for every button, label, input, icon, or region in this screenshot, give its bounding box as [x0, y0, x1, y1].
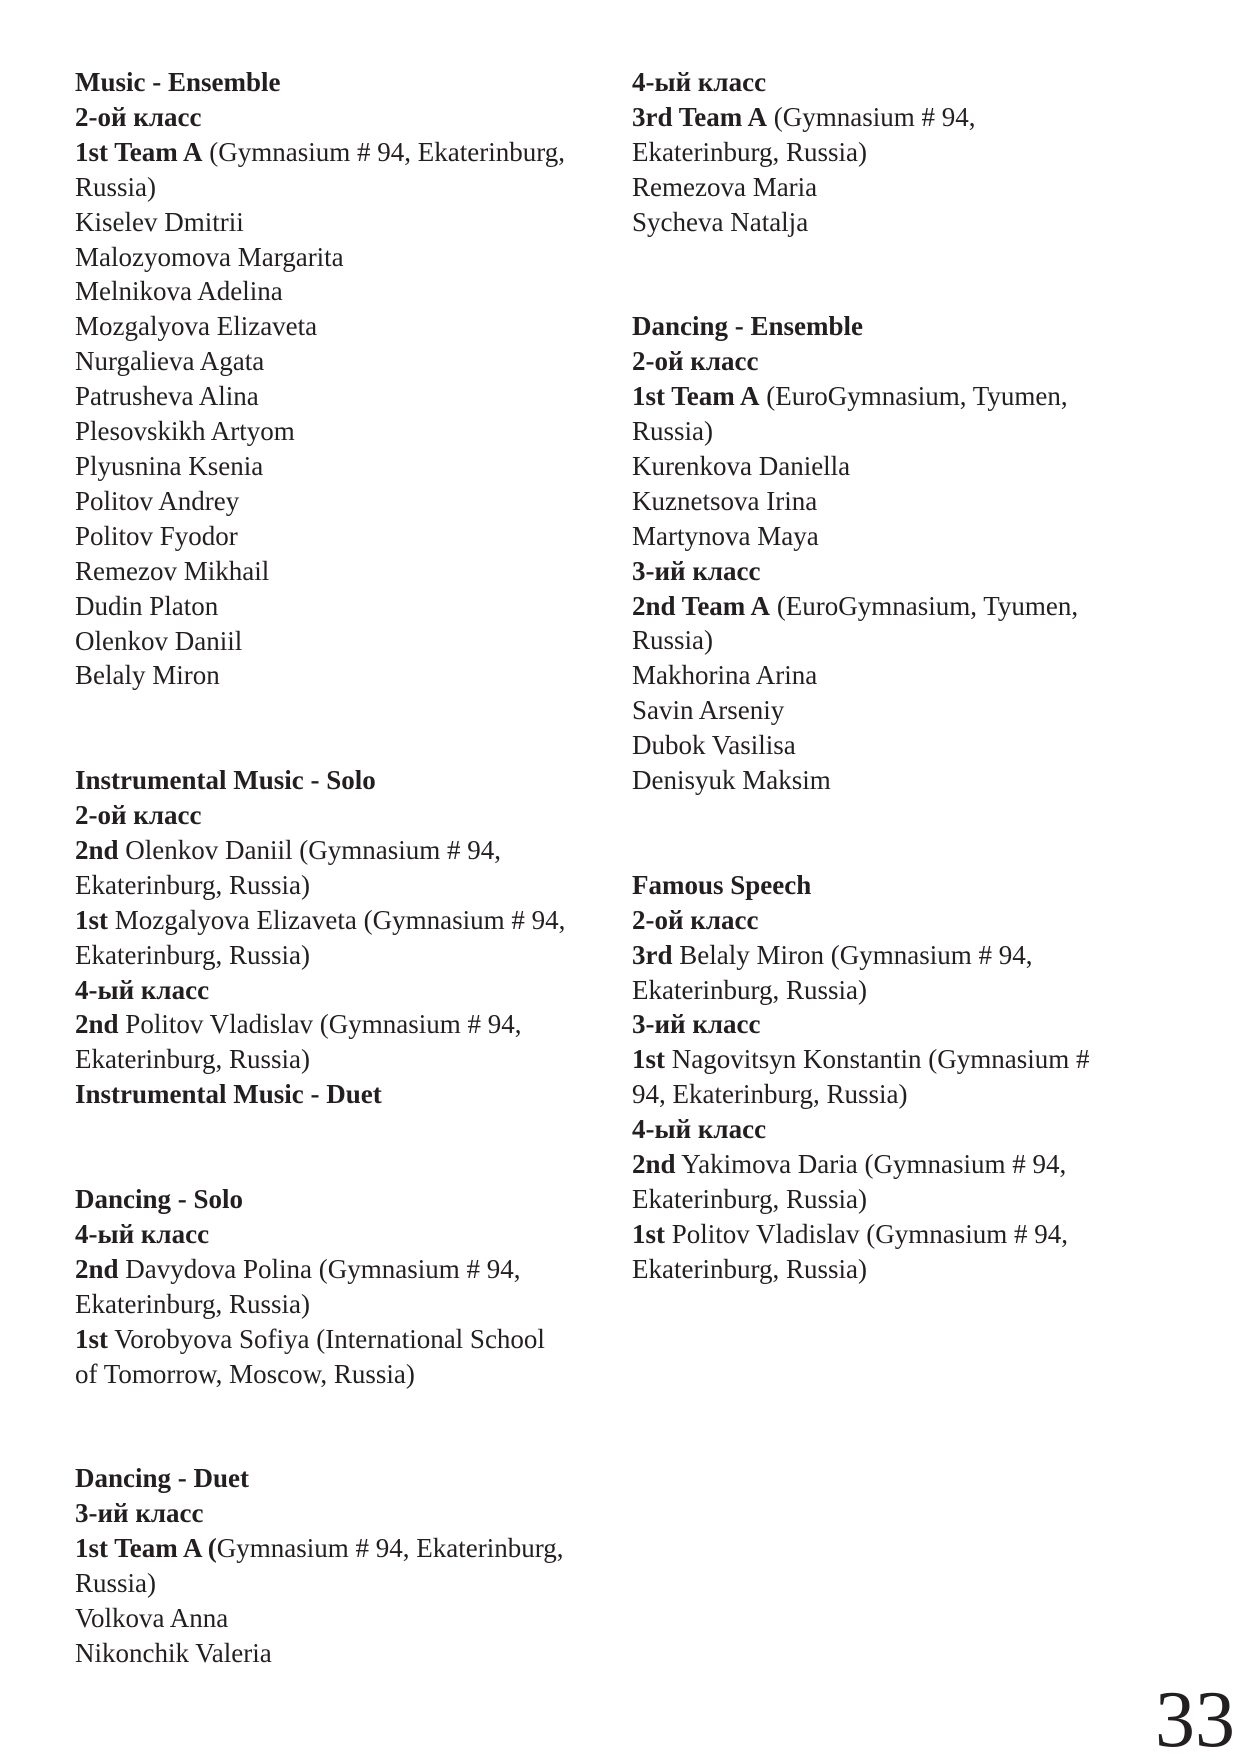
text-line — [632, 1182, 1152, 1217]
award-label: 1st Team A ( — [75, 1533, 217, 1564]
text-line — [632, 449, 1152, 484]
entry-text: Belaly Miron — [75, 660, 220, 691]
entry-text: Politov Fyodor — [75, 520, 238, 551]
entry-text: Russia) — [75, 1567, 156, 1598]
entry-text: Savin Arseniy — [632, 695, 785, 726]
text-line — [75, 624, 615, 659]
text-line — [75, 484, 615, 519]
text-line — [75, 1636, 615, 1671]
award-line — [75, 833, 615, 868]
text-line — [75, 554, 615, 589]
section-heading: Instrumental Music - Duet — [75, 1079, 382, 1110]
entry-text: Plesovskikh Artyom — [75, 416, 295, 447]
text-line — [75, 274, 615, 309]
entry-text: Makhorina Arina — [632, 660, 818, 691]
entry-text: (EuroGymnasium, Tyumen, — [770, 590, 1079, 621]
section-heading: 2-ой класс — [75, 101, 202, 132]
text-line — [75, 449, 615, 484]
entry-text: Dudin Platon — [75, 590, 219, 621]
entry-text: Martynova Maya — [632, 520, 819, 551]
entry-text: Kiselev Dmitrii — [75, 206, 244, 237]
text-line — [75, 1042, 615, 1077]
text-line — [75, 205, 615, 240]
award-label: 2nd — [75, 1009, 119, 1040]
award-label: 3rd Team A — [632, 101, 768, 132]
award-label: 2nd — [75, 834, 119, 865]
section-heading: Instrumental Music - Solo — [75, 765, 376, 796]
entry-text: (EuroGymnasium, Tyumen, — [759, 381, 1068, 412]
award-label: 2nd — [632, 1149, 676, 1180]
text-line — [75, 938, 615, 973]
section-heading: 2-ой класс — [75, 800, 202, 831]
section-heading: 2-ой класс — [632, 904, 759, 935]
entry-text: Malozyomova Margarita — [75, 241, 344, 272]
text-line — [632, 135, 1152, 170]
entry-text: (Gymnasium # 94, — [767, 101, 976, 132]
text-line — [75, 1357, 615, 1392]
section-spacer — [632, 240, 1152, 310]
entry-text: of Tomorrow, Moscow, Russia) — [75, 1358, 415, 1389]
entry-text: Dubok Vasilisa — [632, 730, 796, 761]
award-label: 1st — [632, 1044, 665, 1075]
text-line — [75, 868, 615, 903]
section-heading: 4-ый класс — [75, 1218, 210, 1249]
section-heading: 4-ый класс — [75, 974, 210, 1005]
award-label: 1st Team A — [632, 381, 760, 412]
award-line — [75, 1007, 615, 1042]
text-line — [75, 589, 615, 624]
award-line — [75, 903, 615, 938]
entry-text: Belaly Miron (Gymnasium # 94, — [672, 939, 1033, 970]
entry-text: Ekaterinburg, Russia) — [75, 939, 310, 970]
award-label: 1st — [75, 904, 108, 935]
entry-text: Mozgalyova Elizaveta (Gymnasium # 94, — [108, 904, 566, 935]
entry-text: Sycheva Natalja — [632, 206, 809, 237]
award-line — [632, 100, 1152, 135]
text-line — [75, 170, 615, 205]
entry-text: Melnikova Adelina — [75, 276, 283, 307]
section-spacer — [75, 1112, 615, 1182]
text-line — [632, 484, 1152, 519]
entry-text: Ekaterinburg, Russia) — [632, 1183, 867, 1214]
award-line — [632, 589, 1152, 624]
award-line — [632, 379, 1152, 414]
left-column — [75, 65, 615, 1671]
entry-text: Politov Andrey — [75, 485, 240, 516]
text-line — [75, 379, 615, 414]
section-spacer — [75, 693, 615, 763]
entry-text: Denisyuk Maksim — [632, 765, 831, 796]
entry-text: Olenkov Daniil — [75, 625, 243, 656]
section-heading: 3-ий класс — [75, 1498, 204, 1529]
award-line — [75, 1322, 615, 1357]
text-line — [632, 728, 1152, 763]
award-line — [75, 135, 615, 170]
text-line — [75, 309, 615, 344]
entry-text: Ekaterinburg, Russia) — [632, 136, 867, 167]
entry-text: Remezova Maria — [632, 171, 818, 202]
page-number: 33 — [1155, 1676, 1235, 1764]
text-line — [632, 519, 1152, 554]
award-line — [75, 1252, 615, 1287]
text-line — [75, 519, 615, 554]
award-line — [632, 1217, 1152, 1252]
award-line — [632, 1042, 1152, 1077]
text-line — [632, 658, 1152, 693]
text-line — [632, 205, 1152, 240]
text-line — [75, 240, 615, 275]
entry-text: Gymnasium # 94, Ekaterinburg, — [216, 1533, 564, 1564]
entry-text: Ekaterinburg, Russia) — [632, 974, 867, 1005]
entry-text: Mozgalyova Elizaveta — [75, 311, 318, 342]
entry-text: Nikonchik Valeria — [75, 1637, 272, 1668]
section-heading: 4-ый класс — [632, 1114, 767, 1145]
award-line — [632, 1147, 1152, 1182]
entry-text: Kuznetsova Irina — [632, 485, 818, 516]
section-heading: Famous Speech — [632, 869, 812, 900]
section-heading: Dancing - Solo — [75, 1183, 244, 1214]
entry-text: Russia) — [632, 625, 713, 656]
text-line — [632, 414, 1152, 449]
award-line — [632, 938, 1152, 973]
text-line — [75, 1566, 615, 1601]
text-line — [632, 973, 1152, 1008]
right-column — [632, 65, 1152, 1287]
entry-text: Davydova Polina (Gymnasium # 94, — [118, 1253, 521, 1284]
award-label: 2nd — [75, 1253, 119, 1284]
entry-text: Volkova Anna — [75, 1602, 229, 1633]
entry-text: Kurenkova Daniella — [632, 450, 851, 481]
section-heading: Music - Ensemble — [75, 67, 281, 97]
text-line — [75, 1601, 615, 1636]
entry-text: Nagovitsyn Konstantin (Gymnasium # — [665, 1044, 1090, 1075]
text-line — [632, 693, 1152, 728]
entry-text: 94, Ekaterinburg, Russia) — [632, 1079, 908, 1110]
text-line — [632, 1077, 1152, 1112]
award-label: 1st — [75, 1323, 108, 1354]
award-label: 1st — [632, 1218, 665, 1249]
entry-text: Olenkov Daniil (Gymnasium # 94, — [118, 834, 502, 865]
award-line — [75, 1531, 615, 1566]
entry-text: Ekaterinburg, Russia) — [75, 869, 310, 900]
text-line — [75, 344, 615, 379]
entry-text: Vorobyova Sofiya (International School — [108, 1323, 545, 1354]
text-line — [75, 414, 615, 449]
award-label: 3rd — [632, 939, 673, 970]
text-line — [75, 658, 615, 693]
section-spacer — [632, 798, 1152, 868]
text-line — [632, 763, 1152, 798]
entry-text: Russia) — [632, 416, 713, 447]
section-heading: 3-ий класс — [632, 555, 761, 586]
section-heading: Dancing - Ensemble — [632, 311, 864, 342]
entry-text: Patrusheva Alina — [75, 381, 259, 412]
entry-text: Remezov Mikhail — [75, 555, 270, 586]
text-line — [632, 623, 1152, 658]
section-heading: 4-ый класс — [632, 67, 767, 97]
section-spacer — [75, 1391, 615, 1461]
award-label: 1st Team A — [75, 136, 203, 167]
entry-text: Politov Vladislav (Gymnasium # 94, — [665, 1218, 1068, 1249]
entry-text: (Gymnasium # 94, Ekaterinburg, — [202, 136, 565, 167]
award-label: 2nd Team A — [632, 590, 771, 621]
entry-text: Ekaterinburg, Russia) — [75, 1044, 310, 1075]
entry-text: Ekaterinburg, Russia) — [75, 1288, 310, 1319]
section-heading: Dancing - Duet — [75, 1463, 249, 1494]
entry-text: Plyusnina Ksenia — [75, 450, 264, 481]
entry-text: Russia) — [75, 171, 156, 202]
entry-text: Yakimova Daria (Gymnasium # 94, — [675, 1149, 1067, 1180]
entry-text: Ekaterinburg, Russia) — [632, 1253, 867, 1284]
section-heading: 3-ий класс — [632, 1009, 761, 1040]
section-heading: 2-ой класс — [632, 346, 759, 377]
text-line — [75, 1287, 615, 1322]
text-line — [632, 170, 1152, 205]
entry-text: Politov Vladislav (Gymnasium # 94, — [118, 1009, 522, 1040]
text-line — [632, 1252, 1152, 1287]
entry-text: Nurgalieva Agata — [75, 346, 265, 377]
